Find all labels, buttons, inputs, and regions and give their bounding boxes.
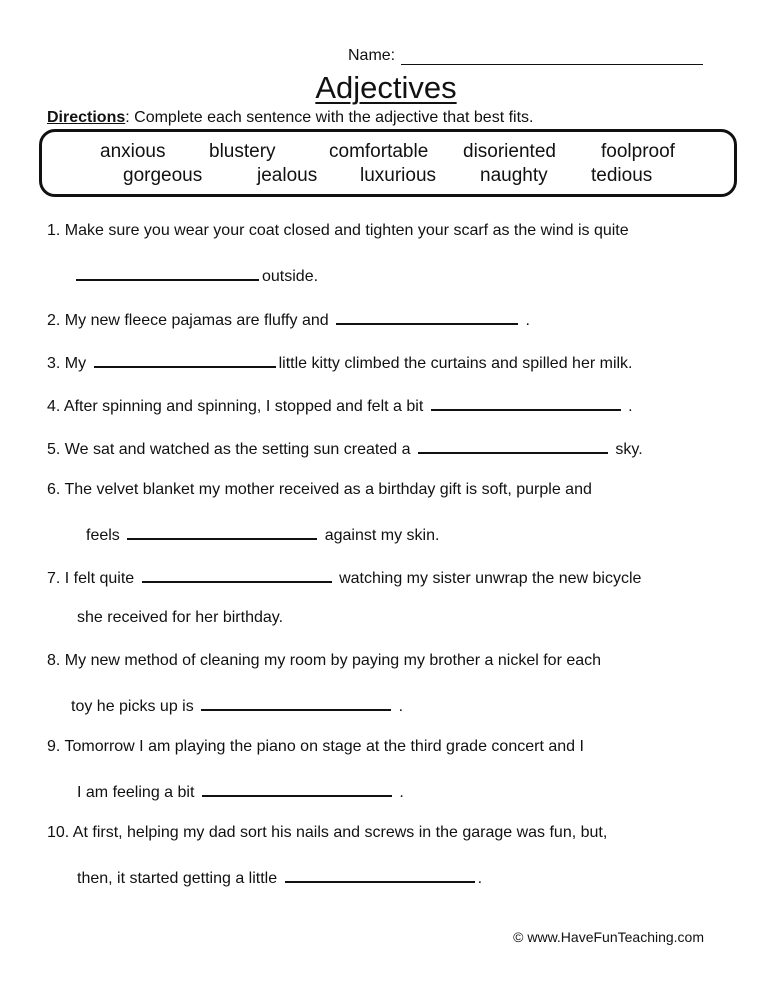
question-9-line-2: I am feeling a bit . [77,780,404,803]
name-label: Name: [348,47,396,64]
answer-blank[interactable] [94,351,276,368]
answer-blank[interactable] [336,308,518,325]
question-2: 2. My new fleece pajamas are fluffy and . [47,308,530,331]
answer-blank[interactable] [285,866,475,883]
word-bank-word: blustery [209,141,276,162]
page-title: Adjectives [315,70,457,105]
word-bank-word: comfortable [329,141,429,162]
question-9-line-1: 9. Tomorrow I am playing the piano on stage at the third grade concert and I [47,738,584,755]
name-input-line[interactable] [401,46,703,65]
question-3: 3. My little kitty climbed the curtains and spilled her milk. [47,351,633,374]
name-field-row [348,46,703,65]
word-bank-word: naughty [480,165,548,186]
word-bank-word: tedious [591,165,653,186]
question-6-line-2: feels against my skin. [86,523,439,546]
directions-text: : Complete each sentence with the adjective that best fits. [125,109,534,126]
word-bank-word: luxurious [360,165,437,186]
answer-blank[interactable] [418,437,608,454]
question-10-line-2: then, it started getting a little . [77,866,482,889]
answer-blank[interactable] [76,264,259,281]
answer-blank[interactable] [127,523,317,540]
answer-blank[interactable] [201,694,391,711]
question-1-line-1: 1. Make sure you wear your coat closed and tighten your scarf as the wind is quite [47,222,629,239]
question-4: 4. After spinning and spinning, I stopped and felt a bit . [47,394,633,417]
answer-blank[interactable] [142,566,332,583]
word-bank-box [39,129,737,197]
word-bank-word: jealous [257,165,318,186]
copyright-footer: © www.HaveFunTeaching.com [513,929,704,945]
question-10-line-1: 10. At first, helping my dad sort his nails and screws in the garage was fun, but, [47,824,608,841]
word-bank-word: foolproof [601,141,675,162]
question-1-line-2: outside. [73,264,318,287]
answer-blank[interactable] [202,780,392,797]
question-6-line-1: 6. The velvet blanket my mother received as a birthday gift is soft, purple and [47,481,592,498]
question-8-line-2: toy he picks up is . [71,694,403,717]
directions [47,109,533,127]
question-8-line-1: 8. My new method of cleaning my room by paying my brother a nickel for each [47,652,602,669]
answer-blank[interactable] [431,394,621,411]
word-bank-word: gorgeous [123,165,203,186]
question-5: 5. We sat and watched as the setting sun created a sky. [47,437,643,460]
word-bank-word: disoriented [463,141,556,162]
question-7-line-1: 7. I felt quite watching my sister unwrap the new bicycle [47,566,641,589]
directions-label: Directions [47,109,126,126]
word-bank-word: anxious [100,141,166,162]
question-7-line-2: she received for her birthday. [77,609,284,626]
